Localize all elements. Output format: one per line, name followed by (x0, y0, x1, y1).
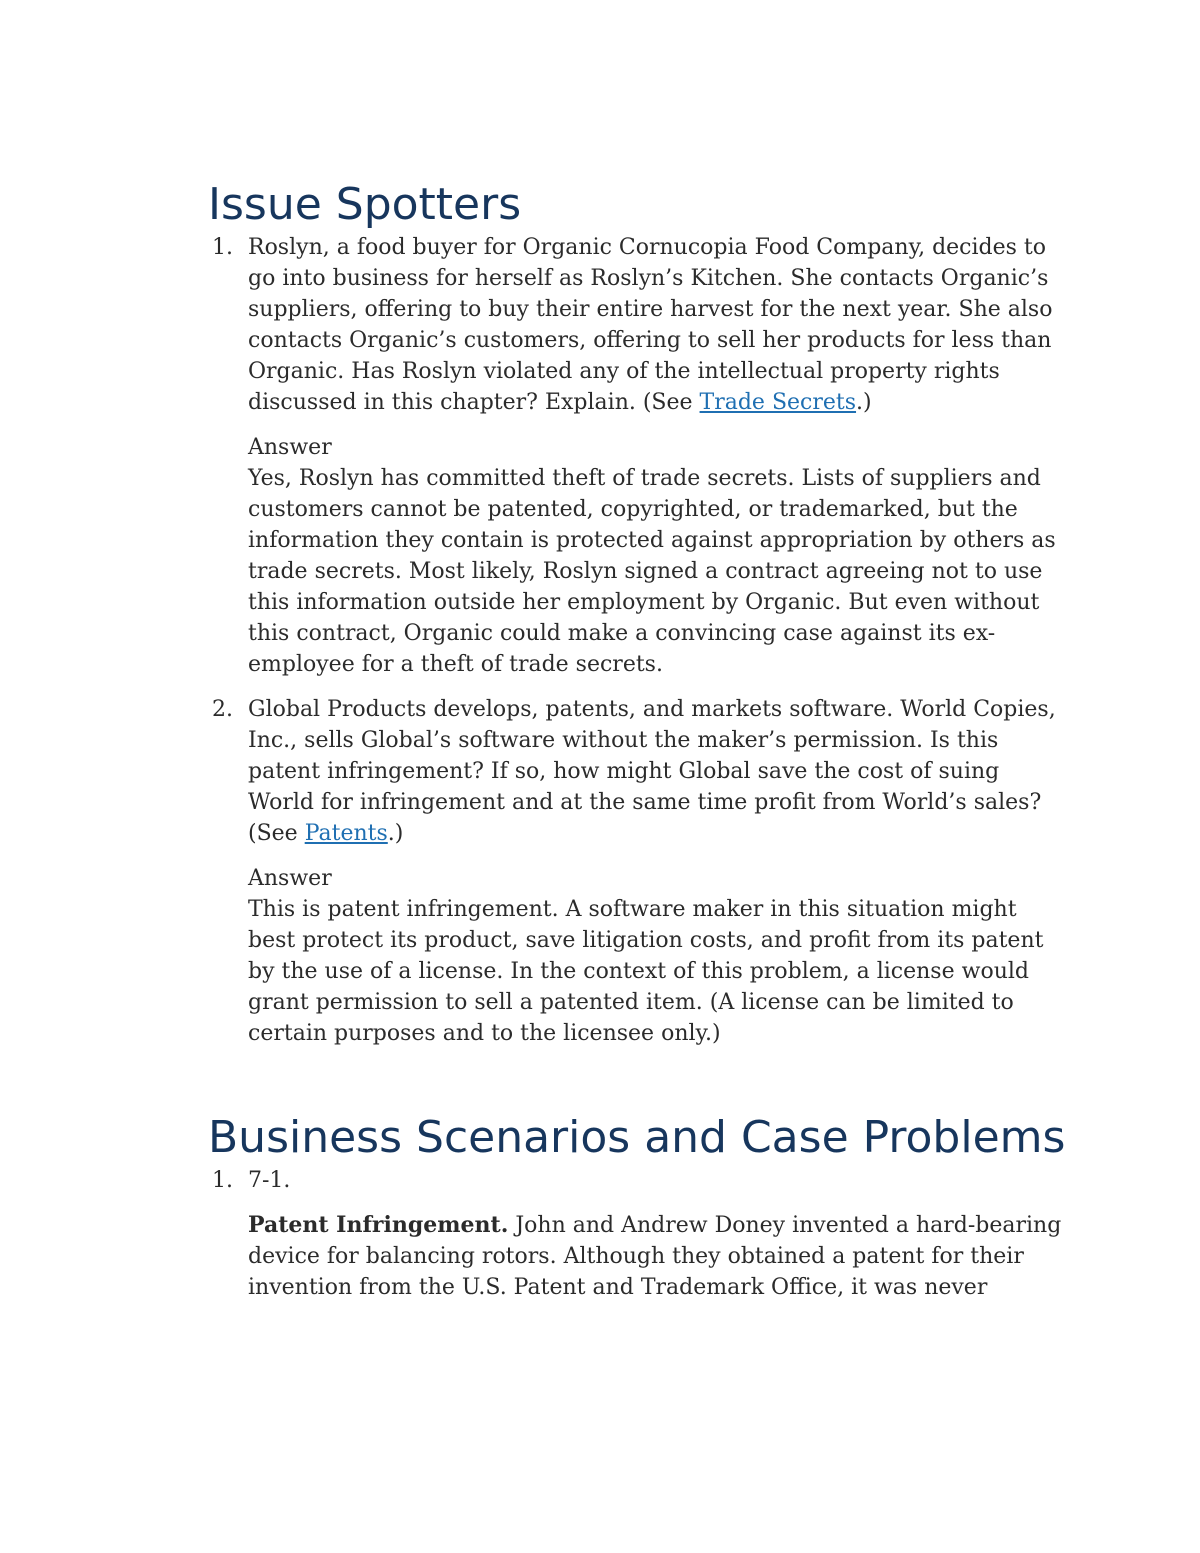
answer-block (248, 863, 1068, 1049)
answer-text: This is patent infringement. A software maker in this situation might best protect its product, save litigation costs, and profit from its patent by the use of a license. In the context of this problem, a license would grant permission to sell a patented item. (A license can be limited to certain purposes and to the licensee only.) (248, 897, 1044, 1046)
case-problems-list (208, 1165, 1068, 1303)
problem-body: John and Andrew Doney invented a hard-bearing device for balancing rotors. Although they obtained a patent for their invention from the U.S. Patent and Trademark Office, it was never (248, 1213, 1062, 1300)
patents-link[interactable]: Patents (304, 821, 388, 846)
issue-spotters-list (208, 232, 1068, 1049)
list-number: 2. (212, 697, 233, 722)
answer-block (248, 432, 1068, 680)
section-business-scenarios (208, 1111, 1068, 1303)
question-text: Global Products develops, patents, and markets software. World Copies, Inc., sells Global’s software without the maker’s permission. Is this patent infringement? If so, how might Global save the cost of suing World for infringement and at the same time profit from World’s sales? (See Patents.) (248, 697, 1056, 846)
question-text: Roslyn, a food buyer for Organic Cornucopia Food Company, decides to go into business for herself as Roslyn’s Kitchen. She contacts Organic’s suppliers, offering to buy their entire harvest for the next year. She also contacts Organic’s customers, offering to sell her products for less than Organic. Has Roslyn violated any of the intellectual property rights discussed in this chapter? Explain. (See Trade Secrets.) (248, 235, 1053, 415)
heading-business-scenarios: Business Scenarios and Case Problems (208, 1112, 1066, 1163)
document-content (208, 178, 1068, 1303)
problem-text (248, 1210, 1068, 1303)
list-item (208, 694, 1068, 1049)
trade-secrets-link[interactable]: Trade Secrets (699, 390, 857, 415)
list-number: 1. (212, 235, 233, 260)
list-item (208, 232, 1068, 680)
answer-text: Yes, Roslyn has committed theft of trade secrets. Lists of suppliers and customers cannot be patented, copyrighted, or trademarked, but the information they contain is protected against appropriation by others as trade secrets. Most likely, Roslyn signed a contract agreeing not to use this information outside her employment by Organic. But even without this contract, Organic could make a convincing case against its ex-employee for a theft of trade secrets. (248, 466, 1056, 677)
answer-label: Answer (248, 866, 332, 891)
list-number: 1. (212, 1168, 233, 1193)
list-item (208, 1165, 1068, 1303)
heading-issue-spotters: Issue Spotters (208, 179, 522, 230)
problem-id: 7-1. (248, 1168, 291, 1193)
answer-label: Answer (248, 435, 332, 460)
problem-lead: Patent Infringement. (248, 1212, 509, 1238)
